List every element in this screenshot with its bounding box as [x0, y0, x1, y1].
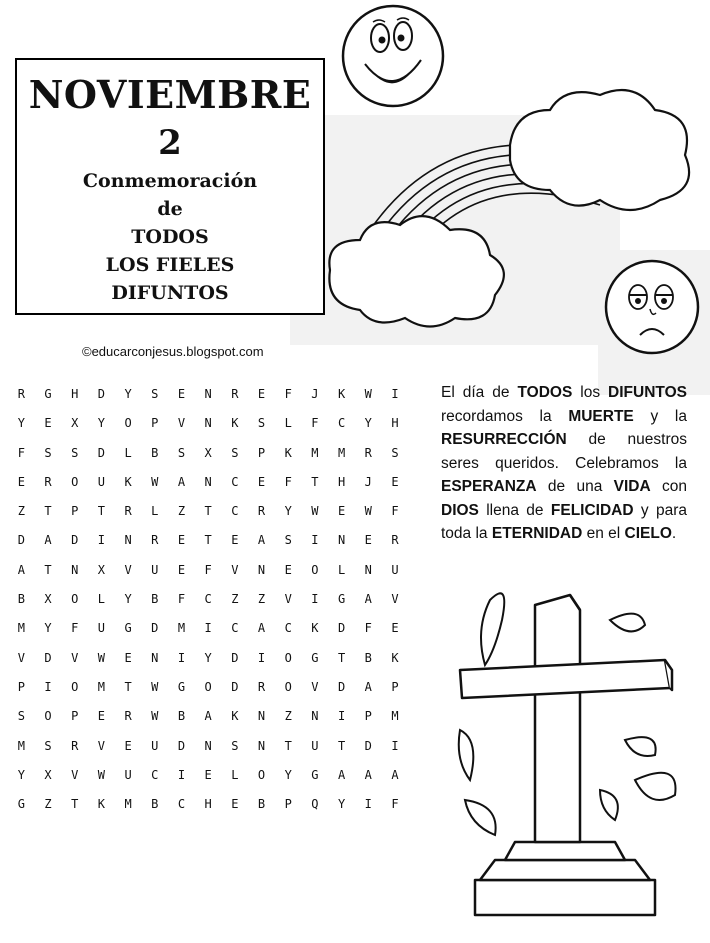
grid-letter: V — [311, 679, 319, 694]
grid-letter: N — [257, 562, 266, 577]
grid-letter: P — [151, 416, 159, 431]
grid-letter: W — [97, 650, 106, 665]
grid-letter: M — [391, 709, 399, 724]
grid-letter: N — [364, 562, 372, 577]
grid-letter: A — [391, 767, 399, 782]
grid-letter: B — [364, 650, 372, 665]
grid-letter: T — [71, 797, 79, 812]
paragraph-text: y la — [633, 407, 687, 425]
grid-letter: F — [364, 621, 372, 636]
keyword-text: DIOS — [441, 501, 479, 519]
grid-letter: H — [391, 416, 399, 431]
grid-letter: R — [257, 504, 266, 519]
grid-letter: R — [124, 504, 132, 519]
grid-letter: A — [17, 562, 25, 577]
grid-letter: A — [364, 592, 372, 607]
grid-letter: S — [231, 445, 239, 460]
grid-letter: Y — [44, 621, 52, 636]
grid-letter: U — [97, 621, 106, 636]
grid-letter: Z — [231, 592, 239, 607]
grid-letter: W — [151, 679, 159, 694]
grid-letter: E — [257, 474, 266, 489]
grid-letter: B — [17, 592, 25, 607]
grid-letter: W — [97, 767, 106, 782]
grid-letter: C — [284, 621, 292, 636]
grid-letter: K — [231, 416, 239, 431]
grid-letter: K — [124, 474, 132, 489]
grid-letter: V — [231, 562, 239, 577]
title-line-1: Conmemoración — [82, 170, 258, 192]
grid-letter: B — [177, 709, 186, 724]
grid-letter: S — [151, 387, 159, 401]
keyword-text: FELICIDAD — [550, 501, 634, 519]
grid-letter: A — [177, 474, 186, 489]
grid-letter: D — [177, 738, 186, 753]
keyword-text: VIDA — [613, 478, 651, 495]
grid-letter: A — [257, 621, 266, 636]
keyword-text: DIFUNTOS — [608, 384, 687, 401]
grid-letter: E — [124, 650, 132, 665]
grid-letter: E — [284, 562, 292, 577]
grid-letter: U — [151, 562, 159, 577]
grid-letter: I — [204, 621, 212, 636]
grid-letter: C — [151, 767, 159, 782]
grid-letter: O — [311, 562, 319, 577]
grid-letter: W — [311, 504, 319, 519]
grid-letter: T — [44, 504, 52, 519]
grid-letter: R — [17, 387, 25, 401]
grid-letter: A — [364, 767, 372, 782]
grid-letter: D — [97, 445, 106, 460]
grid-letter: Z — [177, 504, 186, 519]
grid-letter: M — [17, 738, 25, 753]
grid-letter: I — [311, 592, 319, 607]
grid-letter: Y — [204, 650, 212, 665]
grid-letter: V — [124, 562, 132, 577]
grid-letter: V — [284, 592, 292, 607]
grid-letter: K — [391, 650, 399, 665]
grid-letter: C — [177, 797, 186, 812]
grid-letter: V — [97, 738, 106, 753]
grid-letter: Z — [257, 592, 266, 607]
grid-letter: E — [391, 621, 399, 636]
grid-letter: M — [177, 621, 186, 636]
grid-letter: U — [311, 738, 319, 753]
grid-letter: O — [124, 416, 132, 431]
grid-letter: G — [311, 650, 319, 665]
grid-letter: I — [257, 650, 266, 665]
paragraph-text: llena de — [478, 501, 551, 519]
keyword-text: ESPERANZA — [441, 478, 537, 495]
grid-letter: S — [17, 709, 25, 724]
grid-letter: S — [284, 533, 292, 548]
grid-letter: N — [337, 533, 346, 548]
grid-letter: P — [284, 797, 292, 812]
grid-letter: V — [177, 416, 186, 431]
keyword-text: TODOS — [517, 384, 573, 401]
grid-letter: A — [364, 679, 372, 694]
grid-letter: N — [151, 650, 159, 665]
grid-letter: P — [71, 504, 79, 519]
grid-letter: F — [177, 592, 186, 607]
grid-letter: Y — [17, 416, 25, 431]
grid-letter: G — [124, 621, 132, 636]
grid-letter: N — [257, 738, 266, 753]
grid-letter: C — [231, 621, 239, 636]
grid-letter: T — [284, 738, 292, 753]
grid-letter: I — [97, 533, 106, 548]
grid-letter: A — [257, 533, 266, 548]
grid-letter: D — [151, 621, 159, 636]
grid-letter: D — [337, 621, 346, 636]
grid-letter: K — [337, 387, 346, 401]
title-line-2: de — [157, 198, 183, 220]
grid-letter: N — [124, 533, 132, 548]
grid-letter: D — [97, 387, 106, 401]
grid-letter: O — [71, 679, 79, 694]
paragraph-text: . — [671, 525, 677, 542]
grid-letter: L — [231, 767, 239, 782]
grid-letter: T — [337, 738, 346, 753]
grid-letter: T — [124, 679, 132, 694]
grid-letter: Z — [44, 797, 52, 812]
grid-letter: O — [257, 767, 266, 782]
grid-letter: J — [364, 474, 372, 489]
grid-letter: M — [124, 797, 132, 812]
grid-letter: R — [257, 679, 266, 694]
grid-letter: Y — [284, 504, 292, 519]
grid-letter: Q — [311, 797, 319, 812]
keyword-text: CIELO — [624, 525, 672, 542]
grid-letter: X — [71, 416, 79, 431]
grid-letter: G — [44, 387, 52, 401]
grid-letter: R — [364, 445, 372, 460]
grid-letter: A — [44, 533, 52, 548]
grid-letter: E — [364, 533, 372, 548]
grid-letter: E — [177, 533, 186, 548]
grid-letter: R — [391, 533, 399, 548]
grid-letter: Z — [17, 504, 25, 519]
paragraph-text: en el — [582, 525, 625, 542]
grid-letter: W — [151, 709, 159, 724]
grid-letter: X — [204, 445, 212, 460]
grid-letter: M — [17, 621, 25, 636]
grid-letter: F — [71, 621, 79, 636]
grid-letter: K — [284, 445, 292, 460]
grid-letter: H — [337, 474, 346, 489]
grid-letter: Y — [124, 387, 132, 401]
credit-text: ©educarconjesus.blogspot.com — [82, 344, 264, 359]
grid-letter: B — [151, 592, 159, 607]
grid-letter: D — [364, 738, 372, 753]
grid-letter: O — [71, 474, 79, 489]
grid-letter: L — [284, 416, 292, 431]
grid-letter: R — [231, 387, 239, 401]
grid-letter: C — [337, 416, 346, 431]
grid-letter: V — [71, 650, 79, 665]
grid-letter: P — [17, 679, 25, 694]
grid-letter: I — [177, 767, 186, 782]
grid-letter: N — [204, 387, 212, 401]
title-day: 2 — [158, 123, 182, 163]
grid-letter: K — [311, 621, 319, 636]
grid-letter: U — [124, 767, 132, 782]
grid-letter: D — [337, 679, 346, 694]
grid-letter: T — [97, 504, 106, 519]
grid-letter: Y — [124, 592, 132, 607]
grid-letter: O — [284, 679, 292, 694]
grid-letter: I — [391, 738, 399, 753]
grid-letter: A — [204, 709, 212, 724]
grid-letter: E — [97, 709, 106, 724]
grid-letter: P — [364, 709, 372, 724]
grid-letter: S — [231, 738, 239, 753]
title-line-3: TODOS — [131, 226, 209, 248]
grid-letter: O — [284, 650, 292, 665]
grid-letter: F — [204, 562, 212, 577]
grid-letter: P — [391, 679, 399, 694]
grid-letter: M — [311, 445, 319, 460]
grid-letter: N — [204, 738, 212, 753]
grid-letter: U — [391, 562, 399, 577]
grid-letter: R — [124, 709, 132, 724]
grid-letter: T — [311, 474, 319, 489]
grid-letter: E — [337, 504, 346, 519]
grid-letter: E — [257, 387, 266, 401]
grid-letter: T — [337, 650, 346, 665]
grid-letter: S — [71, 445, 79, 460]
grid-letter: E — [391, 474, 399, 489]
grid-letter: I — [391, 387, 399, 401]
grid-letter: N — [204, 474, 212, 489]
description-paragraph — [441, 381, 687, 546]
grid-letter: C — [204, 592, 212, 607]
grid-letter: D — [44, 650, 52, 665]
grid-letter: M — [97, 679, 106, 694]
grid-letter: J — [311, 387, 319, 401]
grid-letter: G — [177, 679, 186, 694]
grid-letter: Y — [17, 767, 25, 782]
grid-letter: N — [257, 709, 266, 724]
paragraph-text: de nuestros seres queridos. Celebramos la — [441, 431, 687, 472]
grid-letter: E — [124, 738, 132, 753]
grid-letter: I — [44, 679, 52, 694]
grid-letter: I — [177, 650, 186, 665]
keyword-text: RESURRECCIÓN — [441, 431, 567, 448]
grid-letter: E — [231, 533, 239, 548]
grid-letter: E — [17, 474, 25, 489]
grid-letter: D — [231, 650, 239, 665]
grid-letter: R — [71, 738, 79, 753]
title-line-5: DIFUNTOS — [111, 282, 229, 304]
grid-letter: F — [391, 504, 399, 519]
grid-letter: Y — [284, 767, 292, 782]
grid-letter: U — [151, 738, 159, 753]
grid-letter: X — [44, 592, 52, 607]
grid-letter: S — [177, 445, 186, 460]
grid-letter: E — [177, 387, 186, 401]
grid-letter: H — [71, 387, 79, 401]
grid-letter: P — [257, 445, 266, 460]
grid-letter: E — [177, 562, 186, 577]
grid-letter: K — [231, 709, 239, 724]
sad-face-icon — [600, 255, 710, 365]
grid-letter: Z — [284, 709, 292, 724]
grid-letter: B — [151, 445, 159, 460]
grid-letter: X — [44, 767, 52, 782]
grid-letter: Y — [97, 416, 106, 431]
grid-letter: L — [124, 445, 132, 460]
grid-letter: F — [284, 387, 292, 401]
grid-letter: C — [231, 504, 239, 519]
grid-letter: F — [284, 474, 292, 489]
grid-letter: V — [17, 650, 25, 665]
grid-letter: I — [311, 533, 319, 548]
grid-letter: S — [391, 445, 399, 460]
title-line-4: LOS FIELES — [105, 254, 235, 276]
grid-letter: F — [311, 416, 319, 431]
grid-letter: V — [391, 592, 399, 607]
title-month: NOVIEMBRE — [28, 72, 312, 117]
grid-letter: W — [364, 504, 372, 519]
grid-letter: O — [204, 679, 212, 694]
grid-letter: S — [44, 445, 52, 460]
grid-letter: Y — [364, 416, 372, 431]
grid-letter: O — [44, 709, 52, 724]
grid-letter: G — [337, 592, 346, 607]
grid-letter: H — [204, 797, 212, 812]
paragraph-text: y para toda la — [441, 501, 687, 542]
grid-letter: L — [97, 592, 106, 607]
grid-letter: E — [44, 416, 52, 431]
paragraph-text: con — [650, 478, 687, 495]
grid-letter: S — [44, 738, 52, 753]
grid-letter: P — [71, 709, 79, 724]
title-box — [15, 58, 325, 315]
grid-letter: A — [337, 767, 346, 782]
grid-letter: B — [151, 797, 159, 812]
grid-letter: G — [17, 797, 25, 812]
grid-letter: T — [204, 504, 212, 519]
grid-letter: V — [71, 767, 79, 782]
paragraph-text: los — [572, 384, 609, 401]
grid-letter: T — [204, 533, 212, 548]
grid-letter: I — [337, 709, 346, 724]
word-search-grid — [8, 384, 408, 823]
grid-letter: D — [17, 533, 25, 548]
grid-letter: W — [151, 474, 159, 489]
paragraph-text: recordamos la — [441, 407, 569, 425]
paragraph-text: de una — [536, 478, 614, 495]
grid-letter: L — [337, 562, 346, 577]
grid-letter: L — [151, 504, 159, 519]
grid-letter: N — [311, 709, 319, 724]
grid-letter: D — [71, 533, 79, 548]
grid-letter: I — [364, 797, 372, 812]
grid-letter: S — [257, 416, 266, 431]
grid-letter: F — [17, 445, 25, 460]
grid-letter: U — [97, 474, 106, 489]
grid-letter: D — [231, 679, 239, 694]
grid-letter: N — [204, 416, 212, 431]
grid-letter: W — [364, 387, 372, 401]
grid-letter: C — [231, 474, 239, 489]
grid-letter: K — [97, 797, 106, 812]
grid-letter: B — [257, 797, 266, 812]
grid-letter: R — [44, 474, 52, 489]
grid-letter: T — [44, 562, 52, 577]
grid-letter: N — [71, 562, 79, 577]
grid-letter: Y — [337, 797, 346, 812]
grid-letter: G — [311, 767, 319, 782]
grid-letter: M — [337, 445, 346, 460]
cross-with-leaves-icon — [440, 580, 690, 925]
keyword-text: ETERNIDAD — [491, 525, 583, 542]
grid-letter: X — [97, 562, 106, 577]
grid-letter: R — [151, 533, 159, 548]
grid-letter: E — [231, 797, 239, 812]
grid-letter: O — [71, 592, 79, 607]
keyword-text: MUERTE — [568, 407, 634, 425]
grid-letter: F — [391, 797, 399, 812]
paragraph-text: El día de — [441, 384, 518, 401]
grid-letter: E — [204, 767, 212, 782]
